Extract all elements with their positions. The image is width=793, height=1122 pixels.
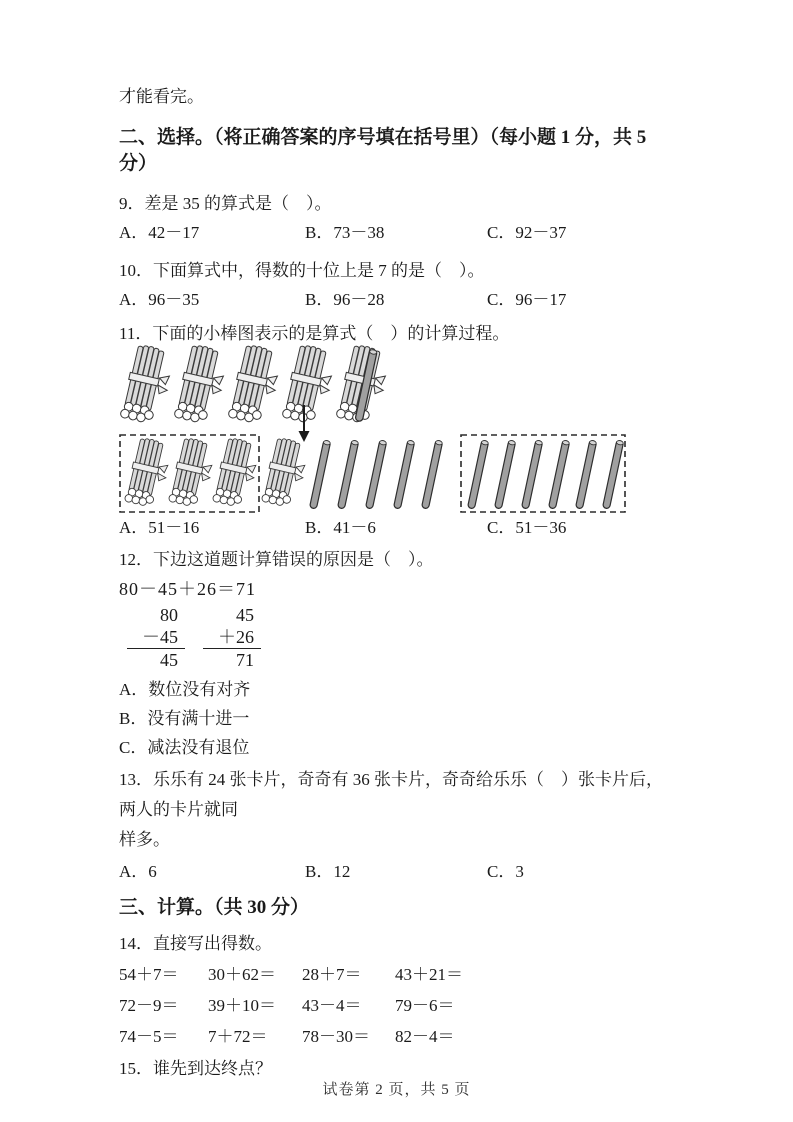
minuend: 80 [160, 605, 178, 625]
question-11-text: 11．下面的小棒图表示的是算式（ ）的计算过程。 [119, 324, 510, 343]
stick-icon [495, 440, 516, 509]
sum: 71 [236, 650, 254, 670]
stick-icon [366, 440, 387, 509]
bundle-icon [174, 345, 230, 426]
sticks-items [120, 345, 624, 509]
carryover-text: 才能看完。 [119, 87, 204, 106]
option-a: A．96－35 [119, 290, 200, 309]
math-expression: 74－5＝ [119, 1027, 179, 1046]
question-11-options [119, 517, 676, 539]
question-9-options [119, 222, 676, 244]
addend-2: ＋26 [203, 626, 261, 649]
bundle-icon [168, 437, 217, 510]
math-expression: 43－4＝ [302, 996, 362, 1015]
question-13-text [119, 765, 676, 855]
section-calc-heading: 三、计算。（共 30 分） [119, 897, 310, 918]
math-expression: 78－30＝ [302, 1027, 370, 1046]
stick-icon [468, 440, 489, 509]
column-subtraction [127, 605, 185, 671]
bundle-icon [228, 345, 284, 426]
question-13-line1: 13．乐乐有 24 张卡片，奇奇有 36 张卡片，奇奇给乐乐（ ）张卡片后，两人的卡片就同 [119, 770, 663, 819]
option-b: B．没有满十进一 [119, 709, 250, 728]
option-a: A．数位没有对齐 [119, 680, 251, 699]
stick-icon [338, 440, 359, 509]
math-expression: 39＋10＝ [208, 996, 276, 1015]
question-12-equation: 80－45＋26＝71 [119, 579, 256, 599]
option-a: A．6 [119, 862, 157, 881]
stick-icon [522, 440, 543, 509]
question-14-text: 14．直接写出得数。 [119, 934, 272, 953]
page-footer: 试卷第 2 页，共 5 页 [322, 1082, 471, 1098]
option-b: B．12 [305, 862, 351, 881]
stick-icon [310, 440, 331, 509]
bundle-icon [261, 437, 310, 510]
math-expression: 79－6＝ [395, 996, 455, 1015]
question-15-text: 15．谁先到达终点？ [119, 1059, 272, 1078]
option-c: C．92－37 [487, 223, 567, 242]
option-b: B．41－6 [305, 518, 376, 537]
column-calculation [119, 605, 676, 671]
option-b: B．96－28 [305, 290, 385, 309]
page-content [119, 86, 676, 1080]
option-a: A．51－16 [119, 518, 200, 537]
option-a: A．42－17 [119, 223, 200, 242]
column-addition [203, 605, 261, 671]
stick-icon [394, 440, 415, 509]
bundle-icon [120, 345, 176, 426]
math-expression: 82－4＝ [395, 1027, 455, 1046]
question-12-text: 12．下边这道题计算错误的原因是（ ）。 [119, 550, 434, 569]
stick-icon [603, 440, 624, 509]
option-c: C．3 [487, 862, 524, 881]
calc-row [119, 1026, 676, 1048]
math-expression: 7＋72＝ [208, 1027, 268, 1046]
option-c: C．减法没有退位 [119, 738, 250, 757]
option-c: C．51－36 [487, 518, 567, 537]
option-c: C．96－17 [487, 290, 567, 309]
stick-icon [576, 440, 597, 509]
bundle-icon [212, 437, 261, 510]
question-13-options [119, 861, 676, 883]
subtrahend: －45 [127, 626, 185, 649]
calc-row [119, 964, 676, 986]
question-10-options [119, 289, 676, 311]
math-expression: 30＋62＝ [208, 965, 276, 984]
calc-row [119, 995, 676, 1017]
bundle-icon [124, 437, 173, 510]
difference: 45 [160, 650, 178, 670]
stick-icon [422, 440, 443, 509]
question-9-text: 9．差是 35 的算式是（ ）。 [119, 194, 332, 213]
stick-icon [549, 440, 570, 509]
addend-1: 45 [236, 605, 254, 625]
section-choice-heading: 二、选择。（将正确答案的序号填在括号里）（每小题 1 分，共 5 分） [119, 127, 647, 174]
math-expression: 43＋21＝ [395, 965, 463, 984]
option-b: B．73－38 [305, 223, 385, 242]
math-expression: 54＋7＝ [119, 965, 179, 984]
sticks-figure [119, 345, 676, 515]
math-expression: 72－9＝ [119, 996, 179, 1015]
question-13-line2: 样多。 [119, 830, 170, 849]
math-expression: 28＋7＝ [302, 965, 362, 984]
question-10-text: 10．下面算式中，得数的十位上是 7 的是（ ）。 [119, 261, 485, 280]
bundle-icon [282, 345, 338, 426]
